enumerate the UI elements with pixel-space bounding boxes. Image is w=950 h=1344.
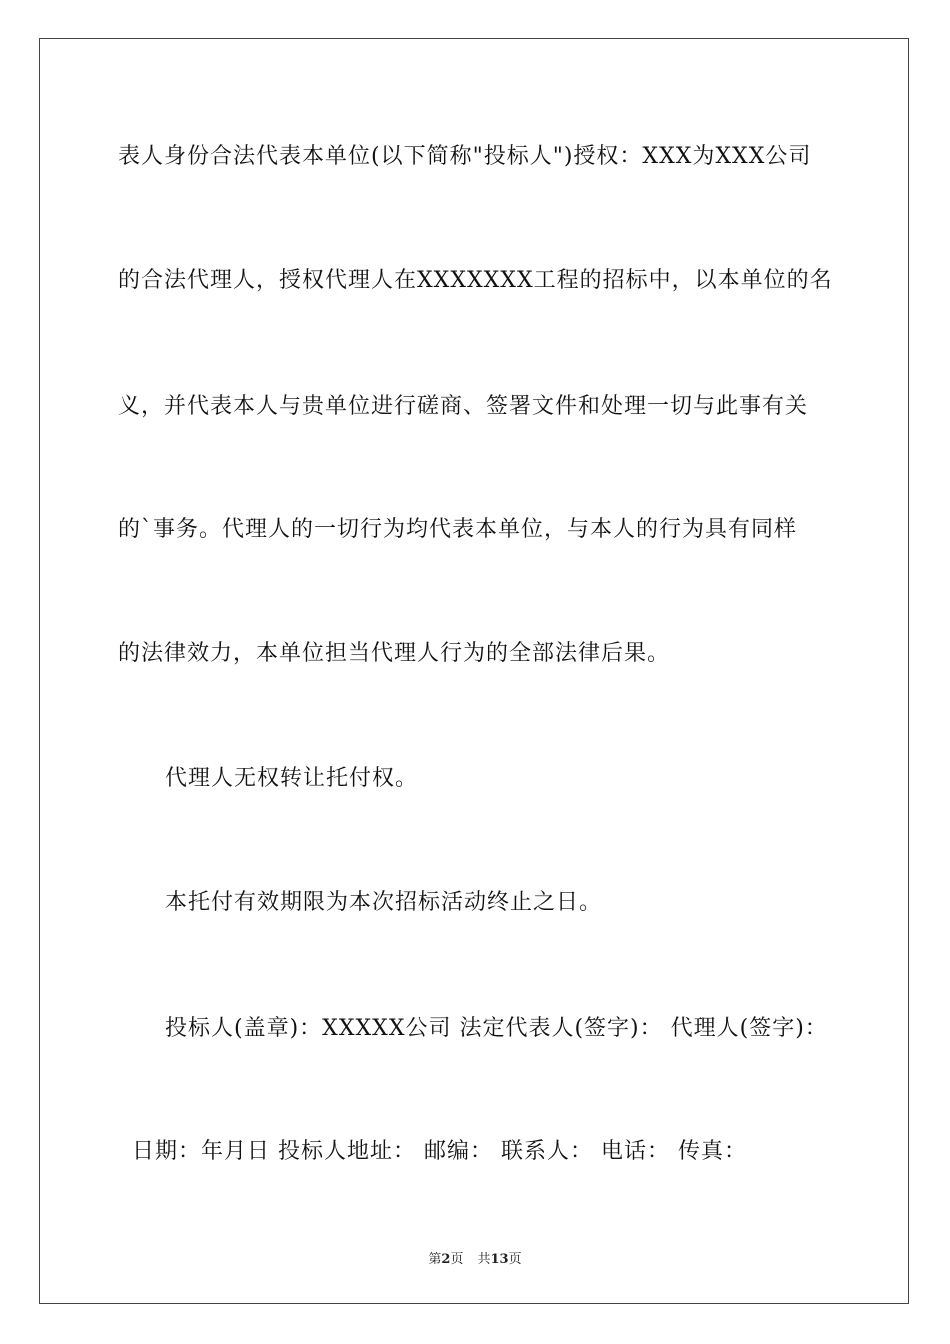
body-line-4: 的`事务。代理人的一切行为均代表本单位，与本人的行为具有同样 — [118, 517, 798, 542]
paragraph-no-transfer: 代理人无权转让托付权。 — [165, 766, 419, 791]
total-suffix: 页 — [508, 1252, 522, 1267]
paragraph-validity: 本托付有效期限为本次招标活动终止之日。 — [165, 890, 603, 915]
total-prefix: 共 — [477, 1252, 491, 1267]
body-line-3: 义，并代表本人与贵单位进行磋商、签署文件和处理一切与此事有关 — [118, 394, 809, 419]
total-pages: 13 — [490, 1252, 509, 1267]
signature-line: 投标人(盖章)：XXXXX公司 法定代表人(签字)： 代理人(签字)： — [165, 1016, 828, 1041]
page-footer — [0, 1248, 950, 1267]
contact-info-line: 日期：年月日 投标人地址： 邮编： 联系人： 电话： 传真： — [132, 1139, 747, 1164]
body-line-2: 的合法代理人，授权代理人在XXXXXXX工程的招标中，以本单位的名 — [118, 268, 833, 293]
page-prefix: 第 — [428, 1252, 442, 1267]
page-border — [39, 38, 909, 1304]
body-line-5: 的法律效力，本单位担当代理人行为的全部法律后果。 — [118, 641, 671, 666]
page-number: 2 — [441, 1252, 451, 1267]
page-suffix: 页 — [450, 1252, 464, 1267]
body-line-1: 表人身份合法代表本单位(以下简称"投标人")授权：XXX为XXX公司 — [118, 144, 812, 169]
